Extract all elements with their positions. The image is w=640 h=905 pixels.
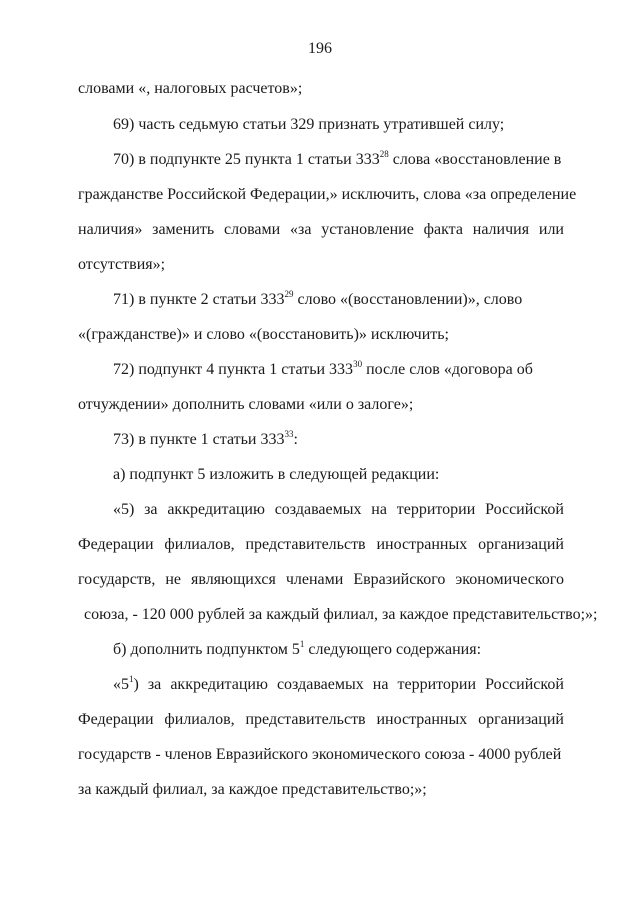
- word: заменить: [152, 221, 215, 238]
- word: создаваемых: [274, 501, 362, 518]
- word: установление: [321, 221, 414, 238]
- superscript: 1: [299, 639, 305, 649]
- text-line: государств - членов Евразийского экономического союза - 4000 рублей: [78, 746, 562, 763]
- page-number: 196: [308, 40, 332, 57]
- text-segment: после слов «договора об: [362, 361, 533, 378]
- item-70: [113, 149, 563, 168]
- word: Федерации: [78, 536, 154, 553]
- superscript: 28: [379, 149, 389, 159]
- word: представительств: [245, 711, 366, 728]
- subitem-b: [113, 639, 482, 658]
- text-segment: 71) в пункте 2 статьи 333: [113, 291, 285, 308]
- word: филиалов,: [164, 711, 235, 728]
- word: или: [538, 221, 564, 238]
- word: являющихся: [190, 571, 276, 588]
- word: наличия: [472, 221, 530, 238]
- word: факта: [423, 221, 463, 238]
- superscript: 29: [284, 289, 294, 299]
- word: организаций: [478, 711, 564, 728]
- text-line: словами «, налоговых расчетов»;: [78, 80, 303, 97]
- superscript: 33: [284, 429, 294, 439]
- text-line: [113, 674, 564, 693]
- text-line: союза, - 120 000 рублей за каждый филиал, за каждое представительство;»;: [84, 606, 598, 623]
- item-73: [113, 429, 298, 448]
- text-segment: 72) подпункт 4 пункта 1 статьи 333: [113, 361, 354, 378]
- word: наличия»: [78, 221, 143, 238]
- subitem-a: а) подпункт 5 изложить в следующей редакции:: [113, 466, 440, 483]
- text-line: [78, 572, 564, 588]
- item-69: 69) часть седьмую статьи 329 признать утратившей силу;: [113, 116, 505, 133]
- word: иностранных: [376, 711, 468, 728]
- text-segment: б) дополнить подпунктом 5: [113, 641, 300, 658]
- word: Евразийского: [353, 571, 446, 588]
- text-line: [78, 537, 564, 553]
- word: иностранных: [376, 536, 468, 553]
- text-segment: 70) в подпункте 25 пункта 1 статьи 333: [113, 151, 380, 168]
- text-line: [78, 222, 564, 238]
- text-segment: :: [293, 431, 298, 448]
- item-72: [113, 359, 533, 378]
- text-line: гражданстве Российской Федерации,» исключить, слова «за определение: [78, 186, 577, 203]
- word: «$5^1$): [113, 674, 139, 693]
- text-line: [113, 502, 564, 518]
- text-line: «(гражданстве)» и слово «(восстановить)» исключить;: [78, 326, 449, 343]
- superscript: 30: [353, 359, 363, 369]
- text-segment: следующего содержания:: [304, 641, 482, 658]
- text-line: отчуждении» дополнить словами «или о залоге»;: [78, 396, 414, 413]
- word: на: [371, 501, 387, 518]
- word: словами: [223, 221, 281, 238]
- text-segment: 73) в пункте 1 статьи 333: [113, 431, 285, 448]
- word: создаваемых: [276, 676, 364, 693]
- word: представительств: [245, 536, 366, 553]
- word: территории: [396, 501, 476, 518]
- text-line: отсутствия»;: [78, 256, 166, 273]
- word: организаций: [478, 536, 564, 553]
- word: за: [144, 501, 158, 518]
- word: на: [372, 676, 389, 693]
- word: экономического: [455, 571, 564, 588]
- word: за: [147, 676, 162, 693]
- text-line: за каждый филиал, за каждое представительство;»;: [78, 781, 427, 798]
- word: «5): [113, 501, 135, 518]
- word: аккредитацию: [167, 501, 265, 518]
- word: не: [165, 571, 181, 588]
- word: «за: [290, 221, 312, 238]
- word: государств,: [78, 571, 156, 588]
- word: Российской: [485, 676, 564, 693]
- word: членами: [285, 571, 344, 588]
- word: аккредитацию: [170, 676, 268, 693]
- text-segment: слово «(восстановлении)», слово: [293, 291, 523, 308]
- text-line: [78, 712, 564, 728]
- word: территории: [397, 676, 477, 693]
- word: филиалов,: [164, 536, 235, 553]
- word: Российской: [485, 501, 564, 518]
- text-segment: слова «восстановление в: [388, 151, 562, 168]
- item-71: [113, 289, 523, 308]
- word: Федерации: [78, 711, 154, 728]
